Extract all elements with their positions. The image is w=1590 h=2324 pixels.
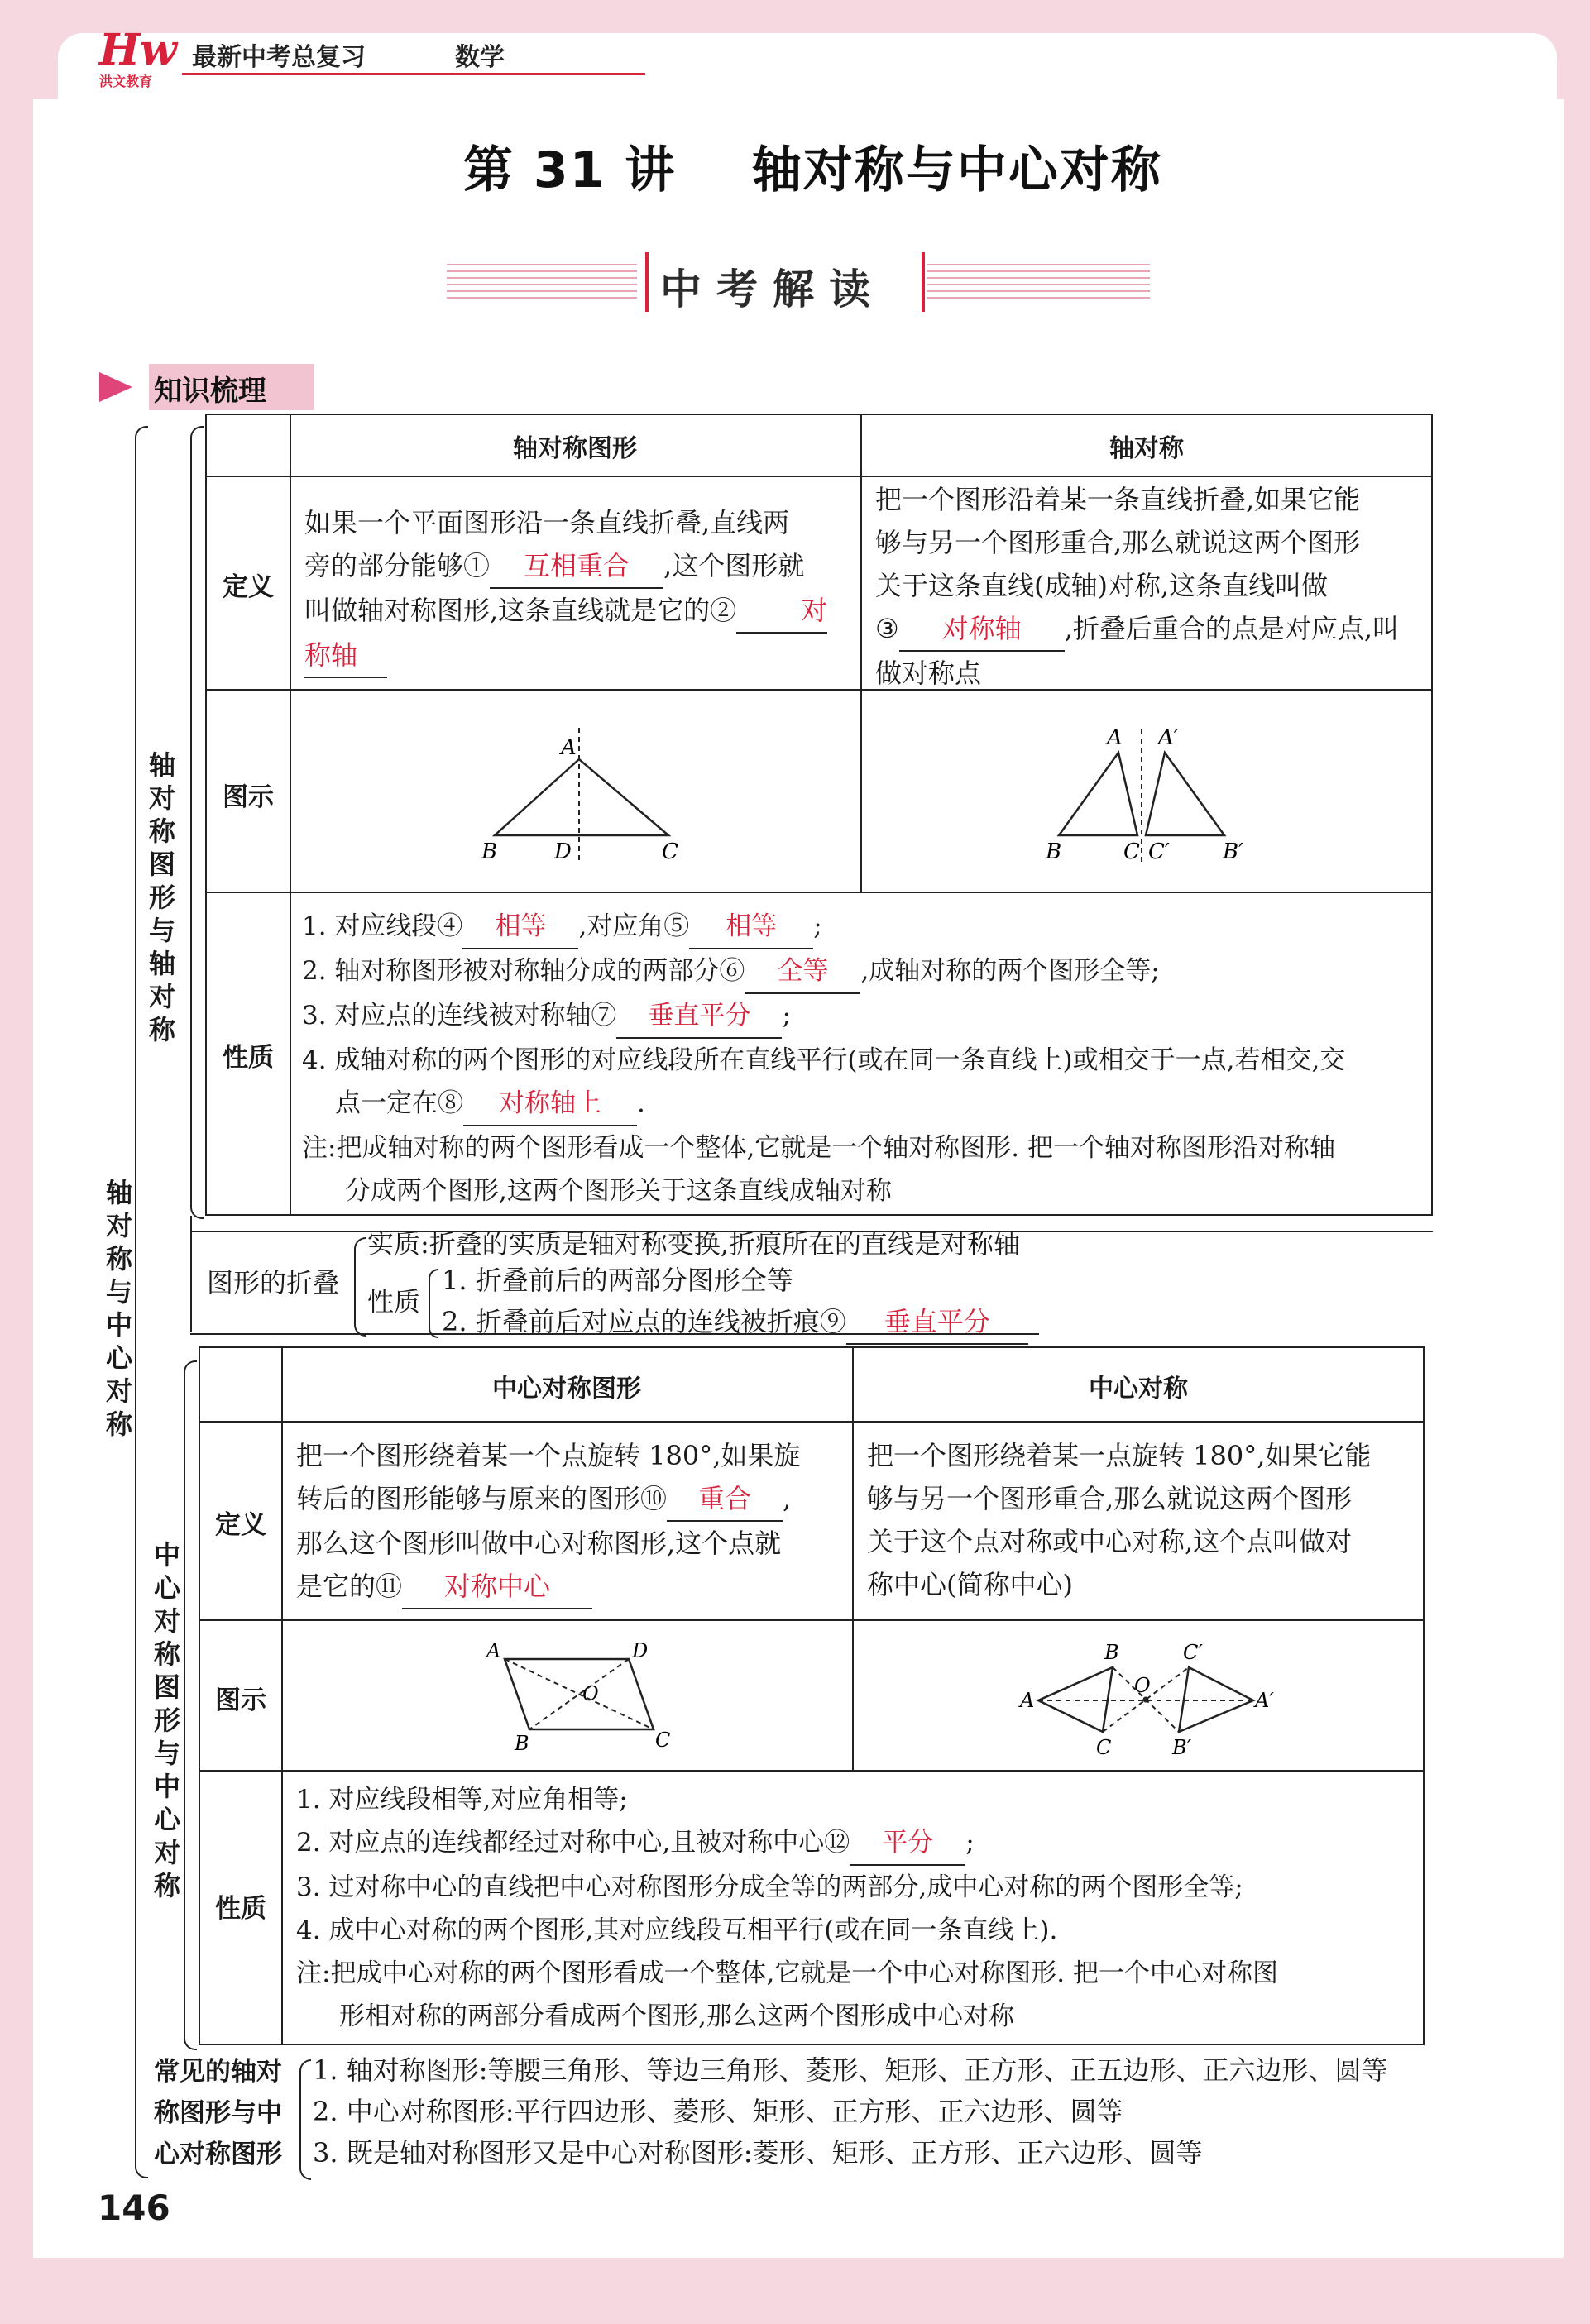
fold-section-line	[190, 1216, 192, 1332]
central-row-prop-label: 性质	[215, 1894, 266, 1924]
axial-col1-header: 轴对称图形	[513, 434, 637, 463]
axial-note-1: 注:把成轴对称的两个图形看成一个整体,它就是一个轴对称图形. 把一个轴对称图形沿对称轴	[302, 1133, 1336, 1163]
axial-def2-line4	[875, 607, 1430, 652]
axial-def1-line2	[304, 544, 850, 589]
axial-col2-header: 轴对称	[1109, 434, 1184, 463]
fig2-label-a2: A′	[1158, 725, 1179, 750]
common-brace	[299, 2059, 311, 2180]
answer-6: 全等	[745, 949, 860, 994]
answer-2a: 对	[736, 589, 827, 634]
pgram-label-c: C	[655, 1729, 671, 1752]
central-def2	[867, 1434, 1421, 1606]
point-symmetric-triangles-figure	[1013, 1626, 1278, 1758]
common-label-line1: 常见的轴对	[154, 2057, 282, 2087]
central-col-divider-2	[852, 1346, 854, 1770]
answer-4: 相等	[462, 905, 578, 949]
answer-5: 相等	[689, 905, 813, 949]
common-list	[313, 2049, 1388, 2173]
central-col-divider-1	[281, 1346, 283, 2045]
central-brace	[184, 1360, 197, 2050]
answer-3: 对称轴	[899, 607, 1065, 652]
answer-7: 垂直平分	[616, 994, 782, 1039]
outer-label: 轴对称与中心对称	[105, 1177, 132, 1440]
page-title: 第 31 讲 轴对称与中心对称	[463, 141, 1162, 199]
brand-logo: Hw	[99, 25, 177, 75]
left-band	[0, 0, 33, 2324]
central-def1	[296, 1434, 850, 1609]
common-label	[154, 2051, 282, 2175]
axial-row-fig-label: 图示	[223, 782, 274, 812]
axial-prop-2a: 2. 轴对称图形被对称轴分成的两部分⑥	[302, 956, 745, 986]
cst-label-b2: B′	[1172, 1736, 1192, 1758]
answer-11: 对称中心	[402, 1565, 592, 1609]
answer-10: 重合	[667, 1477, 783, 1522]
axial-prop-4-cont	[302, 1082, 1427, 1126]
axial-prop-4c: .	[637, 1088, 645, 1118]
fig2-label-b2: B′	[1223, 839, 1244, 864]
right-band	[1564, 0, 1590, 2324]
fig1-label-a: A	[561, 735, 577, 760]
pgram-label-b: B	[515, 1732, 529, 1755]
subject-label: 数学	[455, 43, 505, 72]
central-prop-2	[296, 1821, 1421, 1866]
central-col1-header: 中心对称图形	[492, 1375, 641, 1403]
answer-9: 垂直平分	[846, 1300, 1028, 1345]
section-tag	[99, 364, 314, 410]
central-prop-2b: ;	[965, 1828, 975, 1858]
pgram-label-a: A	[486, 1639, 501, 1662]
fold-prop-1: 1. 折叠前后的两部分图形全等	[442, 1265, 793, 1296]
central-note-2: 形相对称的两部分看成两个图形,那么这两个图形成中心对称	[339, 2001, 1014, 2031]
axial-def2-line4a: ③	[875, 613, 899, 644]
central-def1-line4a: 是它的⑪	[296, 1571, 403, 1602]
answer-12: 平分	[850, 1821, 965, 1866]
central-def1-line2a: 转后的图形能够与原来的图形⑩	[296, 1483, 668, 1514]
axial-col-divider-1	[290, 414, 291, 1216]
banner	[447, 252, 1150, 314]
fold-label: 图形的折叠	[207, 1267, 340, 1298]
header-underline	[182, 73, 645, 75]
fig2-label-c2: C′	[1148, 839, 1170, 864]
mirrored-triangles-figure	[1034, 720, 1282, 868]
central-note-1: 注:把成中心对称的两个图形看成一个整体,它就是一个中心对称图形. 把一个中心对称图	[296, 1958, 1279, 1988]
central-def2-line1: 把一个图形绕着某一点旋转 180°,如果它能	[867, 1440, 1372, 1471]
central-def1-line1: 把一个图形绕着某一个点旋转 180°,如果旋	[296, 1440, 801, 1471]
fig1-label-b: B	[481, 839, 498, 864]
central-prop-4: 4. 成中心对称的两个图形,其对应线段互相平行(或在同一条直线上).	[296, 1915, 1058, 1945]
banner-stripes-right	[927, 264, 1150, 302]
central-row-divider-3	[199, 1770, 1425, 1772]
common-label-line3: 心对称图形	[154, 2140, 282, 2169]
cst-label-c2: C′	[1183, 1641, 1203, 1664]
common-label-line2: 称图形与中	[154, 2098, 282, 2128]
axial-prop-4b: 点一定在⑧	[335, 1088, 463, 1118]
axial-prop-3b: ;	[782, 1001, 791, 1030]
central-row-def-label: 定义	[215, 1510, 266, 1540]
outer-brace	[135, 426, 148, 2178]
central-properties	[296, 1778, 1421, 2038]
central-prop-1: 1. 对应线段相等,对应角相等;	[296, 1785, 628, 1815]
axial-row-prop-label: 性质	[223, 1043, 274, 1073]
banner-stripes-left	[447, 264, 637, 302]
central-def2-line4: 称中心(简称中心)	[867, 1569, 1073, 1600]
axial-def2	[875, 478, 1430, 695]
axial-prop-1a: 1. 对应线段④	[302, 911, 463, 941]
axial-row-divider-1	[205, 476, 1433, 477]
axial-col-divider-2	[860, 414, 862, 893]
answer-2b: 称轴	[304, 634, 387, 678]
axial-def2-line2: 够与另一个图形重合,那么就说这两个图形	[875, 527, 1361, 558]
answer-1: 互相重合	[490, 544, 663, 589]
central-def1-line2b: ,	[783, 1483, 792, 1514]
fold-essence: 实质:折叠的实质是轴对称变换,折痕所在的直线是对称轴	[367, 1228, 1020, 1260]
central-def1-line3: 那么这个图形叫做中心对称图形,这个点就	[296, 1528, 782, 1559]
axial-prop-4: 4. 成轴对称的两个图形的对应线段所在直线平行(或在同一条直线上)或相交于一点,若相交,交	[302, 1045, 1346, 1075]
fold-brace	[354, 1237, 366, 1337]
cst-label-a2: A′	[1255, 1689, 1274, 1712]
axial-def1-line2b: ,这个图形就	[663, 550, 805, 581]
axial-def1-line4	[304, 634, 850, 678]
fold-prop-2a: 2. 折叠前后对应点的连线被折痕⑨	[442, 1306, 846, 1337]
axial-prop-2b: ,成轴对称的两个图形全等;	[860, 956, 1160, 986]
axial-properties	[302, 905, 1427, 1212]
axial-group-label: 轴对称图形与轴对称	[148, 749, 175, 1045]
fold-prop-label: 性质	[367, 1286, 421, 1317]
axial-note-2: 分成两个图形,这两个图形关于这条直线成轴对称	[345, 1176, 892, 1206]
axial-brace	[190, 426, 204, 1219]
fold-prop-brace	[429, 1269, 438, 1338]
axial-def2-line5: 做对称点	[875, 658, 982, 689]
central-row-divider-2	[199, 1619, 1425, 1621]
fold-prop-2	[442, 1300, 1028, 1345]
axial-prop-3a: 3. 对应点的连线被对称轴⑦	[302, 1001, 617, 1030]
axial-def1-line3a: 叫做轴对称图形,这条直线就是它的②	[304, 595, 737, 626]
axial-def1-line2a: 旁的部分能够①	[304, 550, 491, 581]
axial-def2-line4b: ,折叠后重合的点是对应点,叫	[1064, 613, 1400, 644]
cst-label-a: A	[1020, 1689, 1035, 1712]
cst-label-o: O	[1134, 1674, 1151, 1697]
parallelogram-figure	[463, 1626, 678, 1758]
axial-def1-line3	[304, 589, 850, 634]
central-prop-3: 3. 过对称中心的直线把中心对称图形分成全等的两部分,成中心对称的两个图形全等;	[296, 1872, 1243, 1902]
axial-row-def-label: 定义	[223, 572, 274, 602]
axial-prop-1c: ;	[813, 911, 822, 941]
fig1-label-c: C	[662, 839, 678, 864]
axial-def2-line3: 关于这条直线(成轴)对称,这条直线叫做	[875, 570, 1329, 601]
book-title: 最新中考总复习	[192, 43, 366, 72]
fig2-label-b: B	[1046, 839, 1062, 864]
answer-8: 对称轴上	[463, 1082, 637, 1126]
common-item-2: 2. 中心对称图形:平行四边形、菱形、矩形、正方形、正六边形、圆等	[313, 2096, 1123, 2127]
common-item-3: 3. 既是轴对称图形又是中心对称图形:菱形、矩形、正方形、正六边形、圆等	[313, 2137, 1203, 2169]
play-arrow-icon	[99, 372, 132, 402]
page-number: 146	[98, 2188, 170, 2228]
isosceles-triangle-figure	[463, 720, 711, 868]
pgram-label-d: D	[632, 1639, 649, 1662]
axial-def1	[304, 501, 850, 678]
central-group-label: 中心对称图形与中心对称	[153, 1539, 180, 1901]
fig2-label-c: C	[1123, 839, 1140, 864]
axial-prop-1b: ,对应角⑤	[578, 911, 690, 941]
cst-label-c: C	[1096, 1736, 1112, 1758]
central-def2-line2: 够与另一个图形重合,那么就说这两个图形	[867, 1483, 1353, 1514]
common-item-1: 1. 轴对称图形:等腰三角形、等边三角形、菱形、矩形、正方形、正五边形、正六边形、圆等	[313, 2054, 1388, 2086]
axial-prop-3	[302, 994, 1427, 1039]
axial-def1-line1: 如果一个平面图形沿一条直线折叠,直线两	[304, 507, 790, 538]
section-tag-label: 知识梳理	[154, 375, 266, 408]
central-def2-line3: 关于这个点对称或中心对称,这个点叫做对	[867, 1526, 1353, 1557]
axial-row-divider-3	[205, 892, 1433, 893]
central-def1-line4	[296, 1565, 850, 1609]
banner-title: 中考解读	[660, 265, 885, 313]
axial-def2-line1: 把一个图形沿着某一条直线折叠,如果它能	[875, 484, 1361, 515]
axial-prop-1	[302, 905, 1427, 949]
header	[99, 25, 563, 89]
central-row-fig-label: 图示	[215, 1686, 266, 1715]
central-prop-2a: 2. 对应点的连线都经过对称中心,且被对称中心⑫	[296, 1828, 850, 1858]
pgram-label-o: O	[582, 1682, 599, 1705]
brand-name: 洪文教育	[99, 74, 153, 89]
fig1-label-d: D	[554, 839, 572, 864]
central-row-divider-1	[199, 1421, 1425, 1423]
central-col2-header: 中心对称	[1089, 1375, 1188, 1403]
axial-prop-2	[302, 949, 1427, 994]
fig2-label-a: A	[1107, 725, 1123, 750]
bottom-band	[0, 2258, 1590, 2324]
central-def1-line2	[296, 1477, 850, 1522]
cst-label-b: B	[1104, 1641, 1119, 1664]
